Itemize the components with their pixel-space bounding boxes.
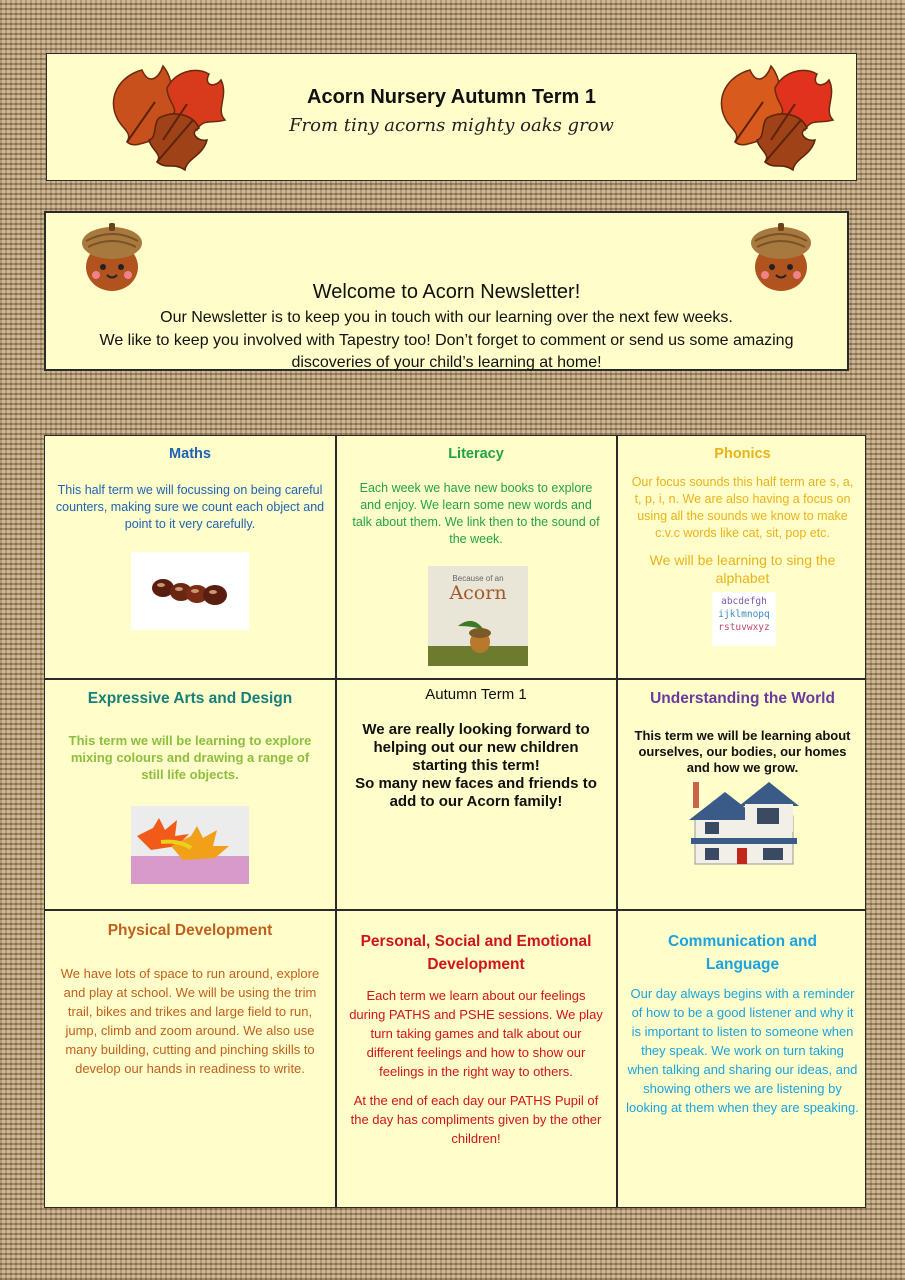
pse-body-2: At the end of each day our PATHS Pupil of the day has compliments given by the other children! [350, 1093, 602, 1146]
pse-title: Personal, Social and Emotional Development [360, 933, 592, 973]
maths-cell [49, 446, 331, 533]
phonics-alphabet-text: We will be learning to sing the alphabet [649, 552, 836, 586]
literacy-body: Each week we have new books to explore and enjoy. We learn some new words and talk about them. We link then to the sound of the week. [352, 481, 600, 546]
conkers-image [131, 552, 249, 630]
physical-development-body: We have lots of space to run around, explore and play at school. We will be using the trim trail, bikes and trikes and large field to run, jump, climb and zoom around. We also use many building, cutting and pinching skills to develop our hands in readiness to write. [60, 966, 320, 1076]
physical-development-cell [49, 922, 331, 1078]
literacy-title: Literacy [448, 446, 504, 462]
page-subtitle: From tiny acorns mighty oaks grow [289, 115, 614, 136]
literacy-cell [341, 446, 611, 548]
alphabet-image [712, 592, 776, 646]
grid-divider [45, 909, 865, 911]
acorn-book-cover-image [428, 566, 528, 666]
pse-cell [341, 930, 611, 1148]
page-title: Acorn Nursery Autumn Term 1 [307, 86, 596, 108]
grid-divider [335, 436, 337, 1207]
welcome-line-1: Our Newsletter is to keep you in touch with our learning over the next few weeks. [160, 309, 733, 326]
understanding-world-body: This term we will be learning about ourselves, our bodies, our homes and how we grow. [634, 728, 851, 775]
physical-development-title: Physical Development [107, 922, 273, 939]
house-image [685, 776, 803, 866]
autumn-term-body-2: So many new faces and friends to add to our Acorn family! [355, 775, 597, 810]
maths-body: This half term we will focussing on being careful counters, making sure we count each object and point to it very carefully. [55, 483, 325, 531]
autumn-term-title: Autumn Term 1 [425, 686, 527, 703]
alphabet-row: abcdefgh [721, 596, 767, 607]
expressive-arts-title: Expressive Arts and Design [87, 690, 293, 707]
welcome-line-3: discoveries of your child’s learning at home! [291, 354, 602, 371]
communication-language-title: Communication and Language [668, 933, 817, 973]
expressive-arts-cell [49, 690, 331, 783]
hand-painting-image [131, 806, 249, 884]
book-cover-subtitle: Because of an [452, 574, 504, 583]
alphabet-row: rstuvwxyz [718, 622, 770, 633]
pse-body-1: Each term we learn about our feelings during PATHS and PSHE sessions. We play turn taking games and talk about our different feelings and how to show our feelings in the right way to others. [349, 988, 603, 1079]
header-banner [46, 53, 857, 181]
grid-divider [616, 436, 618, 1207]
welcome-heading: Welcome to Acorn Newsletter! [312, 281, 581, 303]
phonics-body: Our focus sounds this half term are s, a, t, p, i, n. We are also having a focus on using all the sounds we know to make c.v.c words like cat, sit, pop etc. [631, 475, 854, 540]
understanding-world-title: Understanding the World [650, 690, 835, 707]
phonics-title: Phonics [714, 446, 771, 462]
grid-divider [45, 678, 865, 680]
learning-areas-grid [44, 435, 866, 1208]
welcome-panel [44, 211, 849, 371]
acorn-illustration-icon [428, 606, 528, 666]
autumn-term-body-1: We are really looking forward to helping out our new children starting this term! [362, 721, 590, 774]
welcome-line-2: We like to keep you involved with Tapestry too! Don’t forget to comment or send us some amazing [99, 332, 794, 349]
communication-language-cell [622, 930, 863, 1117]
phonics-cell [622, 446, 863, 587]
expressive-arts-body: This term we will be learning to explore mixing colours and drawing a range of still life objects. [68, 733, 312, 782]
understanding-world-cell [622, 690, 863, 776]
maths-title: Maths [169, 446, 211, 462]
alphabet-row: ijklmnopq [718, 609, 770, 620]
autumn-term-cell [341, 686, 611, 811]
communication-language-body: Our day always begins with a reminder of how to be a good listener and why it is important to listen to someone when they speak. We work on turn taking when talking and sharing our ideas, and showing others we are listening by looking at them when they are speaking. [626, 986, 859, 1115]
book-cover-title: Acorn [449, 582, 507, 604]
